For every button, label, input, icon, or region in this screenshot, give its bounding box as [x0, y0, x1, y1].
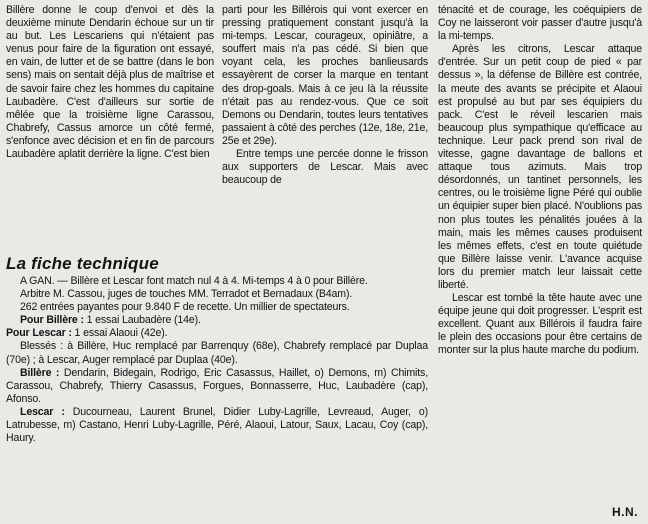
paragraph: Lescar est tombé la tête haute avec une équipe jeune qui doit progresser. L'esprit est excellent. Quant aux Billérois il faudra faire le plein des occasions pour être certains de monter sur la plus haute marche du podium.: [438, 292, 642, 357]
fiche-row: Pour Billère : 1 essai Laubadère (14e).: [20, 314, 201, 327]
fiche-row: A GAN. — Billère et Lescar font match nul 4 à 4. Mi-temps 4 à 0 pour Billère.: [20, 275, 368, 287]
article-column-3: [438, 4, 642, 358]
paragraph: Entre temps une percée donne le frisson aux supporters de Lescar. Mais avec beaucoup de: [222, 148, 428, 187]
author-signature: H.N.: [612, 505, 638, 519]
article-column-1: [6, 4, 214, 161]
paragraph: Après les citrons, Lescar attaque d'entrée. Sur un petit coup de pied « par dessus », la défense de Billère est contrée, la meute des avants se précipite et Alaoui est propulsé au but par ses équipiers du pack. C'est le réveil lescarien mais beaucoup plus sympathique qu'efficace au technique. Leur pack prend son rival de vitesse, gagne davantage de ballons et attaque tous azimuts. Mais trop désordonnés, un tantinet personnels, les centres, ou le troisième ligne Péré qui oublie un équipier super bien placé. N'oublions pas non plus toutes les pénalités jouées à la main, mais les mêmes causes produisent les mêmes effets, c'est en toute quiétude que Billère laisse venir. L'avance acquise lors du premier match leur laissait cette liberté.: [438, 43, 642, 291]
paragraph: ténacité et de courage, les coéquipiers de Coy ne laisseront voir passer d'autre jusqu'à la mi-temps.: [438, 4, 642, 43]
fiche-row: 262 entrées payantes pour 9.840 F de recette. Un millier de spectateurs.: [20, 301, 350, 314]
fiche-row: Billère : Dendarin, Bidegain, Rodrigo, Eric Casassus, Haillet, o) Demons, m) Chimits, Carassou, Chabrefy, Thierry Casassus, Forgues, Bonnasserre, Huc, Laubadère (cap), Afonso.: [6, 366, 428, 405]
fiche-row: Blessés : à Billère, Huc remplacé par Barrenquy (68e), Chabrefy remplacé par Duplaa (70e) ; à Lescar, Auger remplacé par Duplaa (40e).: [6, 340, 428, 366]
fiche-technique-body: [6, 275, 428, 445]
fiche-row: Pour Lescar : 1 essai Alaoui (42e).: [6, 327, 168, 340]
article-column-2: [222, 4, 428, 187]
fiche-row: Lescar : Ducourneau, Laurent Brunel, Didier Luby-Lagrille, Levreaud, Auger, o) Latrubesse, m) Castano, Henri Luby-Lagrille, Péré, Alaoui, Latour, Saux, Lacau, Coy (cap), Haury.: [6, 405, 428, 445]
fiche-technique-heading: La fiche technique: [6, 254, 159, 273]
fiche-row: Arbitre M. Cassou, juges de touches MM. Terradot et Bernadaux (B4am).: [20, 288, 353, 301]
paragraph: parti pour les Billérois qui vont exercer en pressing pratiquement constant jusqu'à la mi-temps. Lescar, courageux, opiniâtre, a souffert mais n'a pas cédé. Si bien que voyant cela, les proches banlieusards essayèrent de corser la marque en tentant des drop-goals. Mais à ce jeu là la réussite n'était pas au rendez-vous. Que ce soit Demons ou Dendarin, toutes leurs tentatives passaient à côté des perches (12e, 18e, 21e, 25e et 29e).: [222, 4, 428, 147]
paragraph: Billère donne le coup d'envoi et dès la deuxième minute Dendarin échoue sur un tir au but. Les Lescariens qui n'étaient pas venus pour faire de la figuration ont essayé, en vain, de lutter et de se battre (dans le bon sens) mais on sentait déjà plus de maîtrise et de savoir faire chez les hommes du capitaine Laubadère. C'est d'ailleurs sur sortie de mêlée que la troisième ligne Carassou, Chabrefy, Cassus amorce un côté fermé, s'enfonce avec décision et en fin de parcours Laubadère aplatit derrière la ligne. C'est bien: [6, 4, 214, 161]
